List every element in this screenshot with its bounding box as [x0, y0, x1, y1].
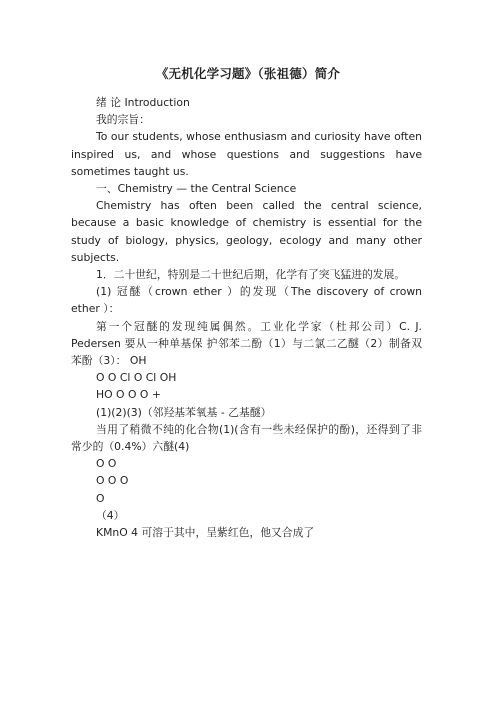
paragraph: Chemistry has often been called the central science, because a basic knowledge of chemistry is essential for the study of biology, physics, geology, ecology and many other subjects.	[71, 199, 422, 264]
paragraph: 一、Chemistry — the Central Science	[96, 182, 297, 196]
document-body	[71, 94, 422, 541]
structure-fragment: O	[96, 491, 105, 505]
paragraph: (1) 冠醚（crown ether ）的发现（The discovery of crown ether ）：	[71, 285, 422, 316]
structure-fragment: HO O O O +	[96, 388, 161, 402]
structure-fragment: O O Cl O Cl OH	[96, 371, 177, 385]
paragraph: 第一个冠醚的发现纯属偶然。工业化学家（杜邦公司）C. J. Pedersen 要从一种单基保 护邻苯二酚（1）与二氯二乙醚（2）制备双苯酚（3）： OH	[71, 319, 422, 368]
paragraph: KMnO 4 可溶于其中，呈紫红色，他又合成了	[96, 526, 315, 540]
paragraph: 1．二十世纪，特别是二十世纪后期，化学有了突飞猛进的发展。	[96, 268, 406, 282]
paragraph: 我的宗旨：	[96, 113, 150, 127]
paragraph: To our students, whose enthusiasm and curiosity have often inspired us, and whose questions and suggestions have sometimes taught us.	[71, 130, 422, 178]
structure-fragment: O O O	[96, 474, 129, 488]
structure-fragment: O O	[96, 457, 117, 471]
compound-label: （4）	[96, 508, 125, 522]
paragraph: 绪 论 Introduction	[96, 96, 190, 109]
paragraph: 当用了稍微不纯的化合物(1)(含有一些未经保护的酚)，还得到了非常少的（0.4%）六醚(4)	[71, 422, 422, 454]
document-title: 《无机化学习题》（张祖德）简介	[155, 66, 341, 81]
compound-labels: (1)(2)(3)（邻羟基苯氧基 - 乙基醚）	[96, 405, 272, 419]
